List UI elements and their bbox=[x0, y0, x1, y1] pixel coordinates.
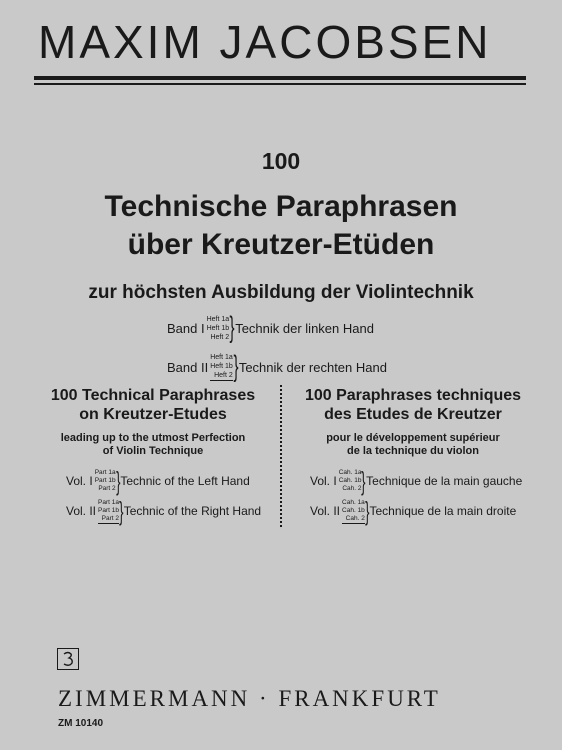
heft-label: Heft 1a bbox=[206, 315, 230, 323]
english-title-line-2: on Kreutzer-Etudes bbox=[79, 406, 227, 423]
band-1-label: Band I bbox=[167, 320, 205, 336]
french-title-line-2: des Etudes de Kreutzer bbox=[324, 406, 502, 423]
band-1-hefts bbox=[207, 315, 230, 342]
band-2-hefts bbox=[210, 353, 233, 381]
cahier-label: Cah. 2 bbox=[342, 515, 365, 524]
english-vol-1-entry bbox=[66, 468, 250, 494]
french-title-line-1: 100 Paraphrases techniques bbox=[304, 387, 522, 404]
cahier-label: Cah. 2 bbox=[342, 485, 362, 492]
english-title-line-1: 100 Technical Paraphrases bbox=[50, 387, 256, 404]
header-rule-thin bbox=[34, 83, 526, 85]
band-2-label: Band II bbox=[167, 359, 209, 375]
english-vol-2-description: Technic of the Right Hand bbox=[123, 504, 262, 518]
cahier-label: Cah. 1a bbox=[338, 469, 362, 476]
band-2-entry bbox=[167, 352, 387, 382]
cahier-label: Cah. 1b bbox=[342, 506, 365, 514]
band-2-description: Technik der rechten Hand bbox=[238, 359, 387, 375]
catalog-number: ZM 10140 bbox=[58, 718, 104, 729]
author-name: MAXIM JACOBSEN bbox=[38, 16, 492, 68]
french-vol-1-description: Technique de la main gauche bbox=[366, 474, 523, 488]
part-label: Part 1b bbox=[98, 506, 119, 514]
brace-icon: } bbox=[364, 496, 370, 526]
english-vol-2-label: Vol. II bbox=[66, 504, 97, 518]
french-vol-1-parts bbox=[339, 469, 362, 493]
french-vol-2-parts bbox=[342, 499, 365, 524]
heft-label: Heft 1a bbox=[210, 354, 233, 361]
brace-icon: } bbox=[115, 466, 121, 496]
header-rule-thick bbox=[34, 76, 526, 80]
band-1-entry bbox=[167, 313, 374, 343]
english-subtitle-line-1: leading up to the utmost Perfection bbox=[60, 432, 246, 444]
band-1-description: Technik der linken Hand bbox=[235, 320, 374, 336]
french-subtitle bbox=[282, 432, 544, 458]
french-vol-2-entry bbox=[310, 498, 516, 524]
part-label: Part 1b bbox=[94, 477, 116, 484]
part-label: Part 1a bbox=[98, 498, 119, 506]
english-vol-2-parts bbox=[98, 499, 119, 524]
french-vol-2-label: Vol. II bbox=[310, 504, 341, 518]
english-subtitle-line-2: of Violin Technique bbox=[102, 445, 204, 457]
french-vol-2-description: Technique de la main droite bbox=[369, 504, 517, 518]
cahier-label: Cah. 1a bbox=[342, 498, 365, 506]
publisher-name: ZIMMERMANN · FRANKFURT bbox=[58, 686, 441, 711]
cahier-label: Cah. 1b bbox=[338, 477, 362, 484]
french-subtitle-line-1: pour le développement supérieur bbox=[326, 432, 500, 444]
title-line-1: Technische Paraphrasen bbox=[104, 190, 458, 223]
english-title-block bbox=[30, 386, 276, 458]
part-label: Part 2 bbox=[98, 515, 119, 524]
title-line-2: über Kreutzer-Etüden bbox=[127, 228, 435, 261]
english-vol-1-label: Vol. I bbox=[66, 474, 93, 488]
publisher-logo-mark bbox=[61, 651, 75, 667]
subtitle-german: zur höchsten Ausbildung der Violintechnik bbox=[88, 282, 474, 303]
part-label: Part 1a bbox=[94, 469, 116, 476]
brace-icon: } bbox=[361, 466, 366, 496]
french-vol-1-label: Vol. I bbox=[310, 474, 337, 488]
title-number: 100 bbox=[261, 148, 301, 174]
heft-label: Heft 1b bbox=[210, 363, 233, 370]
english-subtitle bbox=[30, 432, 276, 458]
french-subtitle-line-2: de la technique du violon bbox=[346, 445, 479, 457]
french-vol-1-entry bbox=[310, 468, 522, 494]
english-vol-2-entry bbox=[66, 498, 261, 524]
brace-icon: } bbox=[233, 350, 239, 383]
heft-label: Heft 2 bbox=[210, 333, 230, 341]
publisher-logo-icon bbox=[57, 648, 79, 670]
heft-label: Heft 1b bbox=[206, 324, 230, 332]
french-title-block bbox=[282, 386, 544, 458]
brace-icon: } bbox=[119, 496, 124, 526]
english-vol-1-description: Technic of the Left Hand bbox=[120, 474, 250, 488]
heft-label: Heft 2 bbox=[210, 371, 233, 381]
english-vol-1-parts bbox=[95, 469, 116, 493]
brace-icon: } bbox=[229, 311, 235, 344]
part-label: Part 2 bbox=[98, 485, 116, 492]
